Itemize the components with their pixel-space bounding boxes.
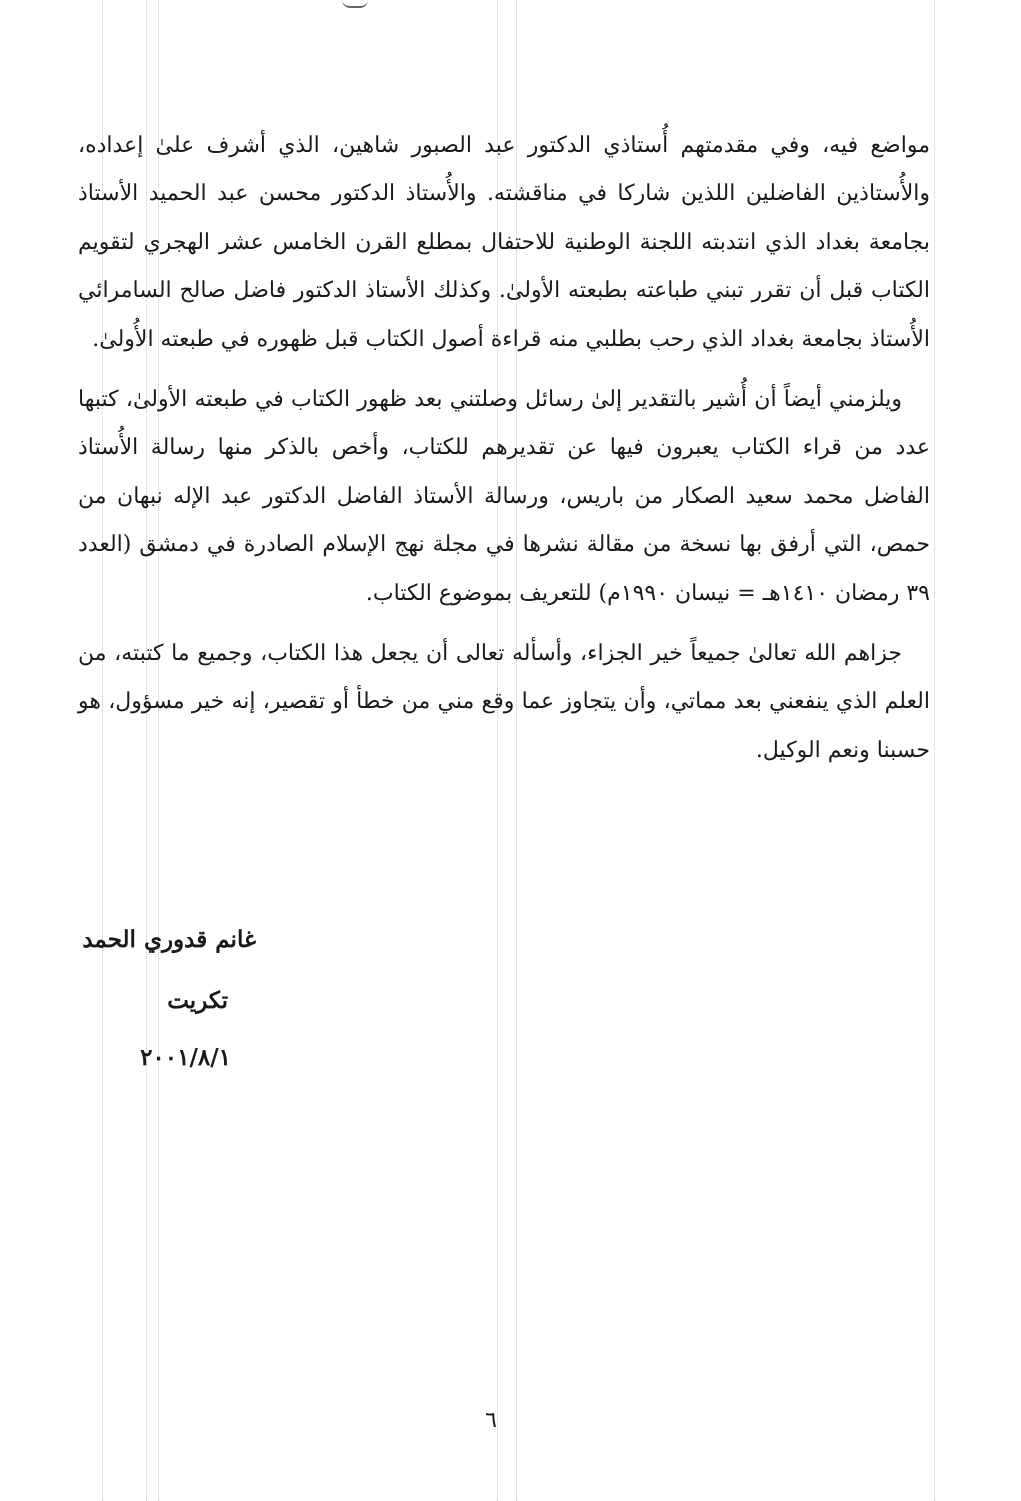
- top-scan-mark: [342, 0, 368, 8]
- paragraph-letters: ويلزمني أيضاً أن أُشير بالتقدير إلىٰ رسائل وصلتني بعد ظهور الكتاب في طبعته الأولىٰ، كتبها عدد من قراء الكتاب يعبرون فيها عن تقديرهم للكتاب، وأخص بالذكر منها رسالة الأُستاذ الفاضل محمد سعيد الصكار من باريس، ورسالة الأستاذ الفاضل الدكتور عبد الإله نبهان من حمص، التي أرفق بها نسخة من مقالة نشرها في مجلة نهج الإسلام الصادرة في دمشق (العدد ٣٩ رمضان ١٤١٠هـ = نيسان ١٩٩٠م) للتعريف بموضوع الكتاب.: [78, 387, 930, 606]
- signature-date: ٢٠٠١/٨/١: [140, 1044, 231, 1071]
- signature-place: تكريت: [167, 987, 228, 1014]
- body-text: [78, 122, 930, 787]
- paragraph-closing-prayer: جزاهم الله تعالىٰ جميعاً خير الجزاء، وأسأله تعالى أن يجعل هذا الكتاب، وجميع ما كتبته، من العلم الذي ينفعني بعد مماتي، وأن يتجاوز عما وقع مني من خطأ أو تقصير، إنه خير مسؤول، هو حسبنا ونعم الوكيل.: [78, 641, 930, 763]
- author-name: غانم قدوري الحمد: [82, 926, 256, 953]
- paragraph-acknowledgments: مواضع فيه، وفي مقدمتهم أُستاذي الدكتور عبد الصبور شاهين، الذي أشرف علىٰ إعداده، والأُستاذين الفاضلين اللذين شاركا في مناقشته. والأُستاذ الدكتور محسن عبد الحميد الأستاذ بجامعة بغداد الذي انتدبته اللجنة الوطنية للاحتفال بمطلع القرن الخامس عشر الهجري لتقويم الكتاب قبل أن تقرر تبني طباعته بطبعته الأولىٰ. وكذلك الأستاذ الدكتور فاضل صالح السامرائي الأُستاذ بجامعة بغداد الذي رحب بطلبي منه قراءة أصول الكتاب قبل ظهوره في طبعته الأُولىٰ.: [78, 133, 930, 352]
- page-number: ٦: [485, 1408, 497, 1433]
